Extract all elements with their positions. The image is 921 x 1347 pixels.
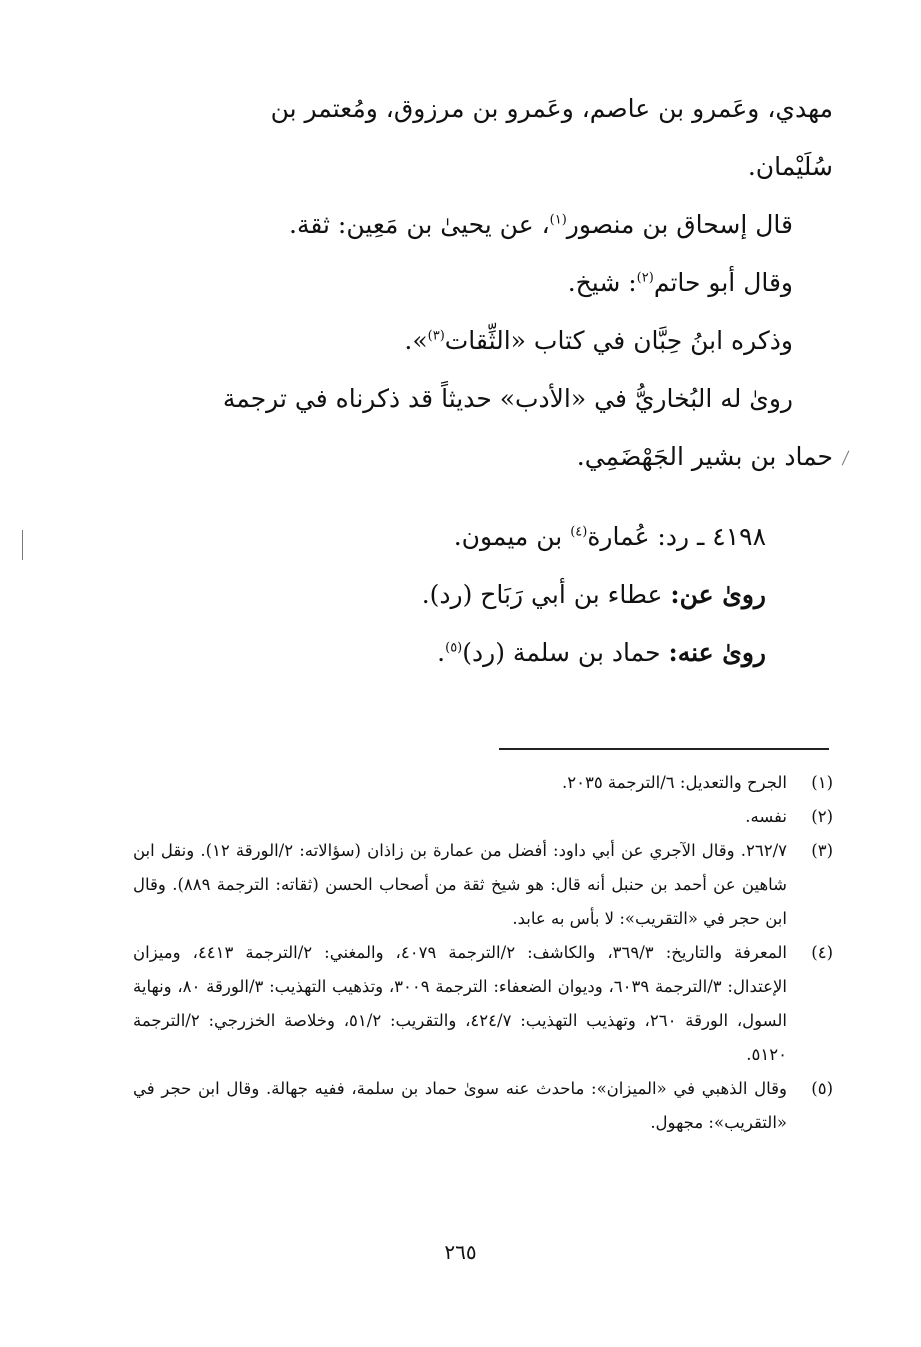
paragraph-abu-hatim [133,254,833,312]
footnote-number: (٢) [811,807,833,826]
footnote-3 [133,834,833,936]
scan-mark [842,451,850,466]
footnote-separator [499,748,829,750]
main-text-block [133,80,833,486]
scan-mark [22,530,23,560]
footnote-number: (٣) [811,841,833,860]
narrated-by-label: روىٰ عنه: [668,638,766,667]
footnote-number: (٤) [811,943,833,962]
paragraph-ibn-hibban-text-a: وذكره ابنُ حِبَّان في كتاب «الثِّقات [444,326,793,355]
narrated-from-label: روىٰ عن: [670,580,766,609]
footnote-text: المعرفة والتاريخ: ٣٦٩/٣، والكاشف: ٢/الترجمة ٤٠٧٩، والمغني: ٢/الترجمة ٤٤١٣، وميزان الإعتدال: ٣/الترجمة ٦٠٣٩، وديوان الضعفاء: الترجمة ٣٠٠٩، وتذهيب التهذيب: ٣/الورقة ٨٠، ونهاية السول، الورقة ٢٦٠، وتهذيب التهذيب: ٤٢٤/٧، والتقريب: ٥١/٢، وخلاصة الخزرجي: ٢/الترجمة ٥١٢٠. [133,943,788,1064]
footnote-text: ٢٦٢/٧. وقال الآجري عن أبي داود: أفضل من عمارة بن زاذان (سؤالاته: ٢/الورقة ١٢). ونقل ابن شاهين عن أحمد بن حنبل أنه قال: هو شيخ ثقة من أصحاب الحسن (ثقاته: الترجمة ٨٨٩). وقال ابن حجر في «التقريب»: لا بأس به عابد. [133,841,787,928]
footnote-ref-4: (٤) [570,524,588,540]
biography-entry [246,508,766,682]
entry-heading-text-b: بن ميمون. [453,522,571,551]
main-line-2: سُلَيْمان. [747,152,833,181]
paragraph-ibn-hibban-text-b: ». [404,326,428,355]
footnote-ref-5: (٥) [445,640,463,656]
paragraph-bukhari-line-1: روىٰ له البُخاريُّ في «الأدب» حديثاً قد ذكرناه في ترجمة [222,384,793,413]
footnote-text: وقال الذهبي في «الميزان»: ماحدث عنه سوىٰ حماد بن سلمة، ففيه جهالة. وقال ابن حجر في «التقريب»: مجهول. [133,1079,787,1132]
footnote-2 [133,800,833,834]
narrated-by-line [246,624,766,682]
footnote-ref-3: (٣) [427,328,445,344]
narrated-from-text: عطاء بن أبي رَبَاح (رد). [421,580,671,609]
footnotes-section [133,766,833,1140]
paragraph-ishaq [133,196,833,254]
page-number: ٢٦٥ [444,1240,477,1264]
footnote-ref-1: (١) [549,212,567,228]
footnote-number: (١) [811,773,833,792]
main-line-1: مهدي، وعَمرو بن عاصم، وعَمرو بن مرزوق، ومُعتمر بن [270,94,833,123]
narrated-by-text: حماد بن سلمة (رد) [462,638,669,667]
paragraph-ishaq-text-b: ، عن يحيىٰ بن مَعِين: ثقة. [289,210,550,239]
footnote-4 [133,936,833,1072]
footnote-text: نفسه. [745,807,787,826]
paragraph-abu-hatim-text-a: وقال أبو حاتم [653,268,793,297]
paragraph-bukhari-line-2: حماد بن بشير الجَهْضَمِي. [576,442,833,471]
entry-heading [246,508,766,566]
footnote-1 [133,766,833,800]
narrated-from-line [246,566,766,624]
paragraph-abu-hatim-text-b: : شيخ. [567,268,637,297]
footnote-text: الجرح والتعديل: ٦/الترجمة ٢٠٣٥. [561,773,787,792]
footnote-number: (٥) [811,1079,833,1098]
narrated-by-end: . [437,638,446,667]
paragraph-ishaq-text-a: قال إسحاق بن منصور [566,210,793,239]
paragraph-ibn-hibban [133,312,833,370]
entry-heading-text-a: ٤١٩٨ ـ رد: عُمارة [587,522,766,551]
footnote-5 [133,1072,833,1140]
footnote-ref-2: (٢) [636,270,654,286]
